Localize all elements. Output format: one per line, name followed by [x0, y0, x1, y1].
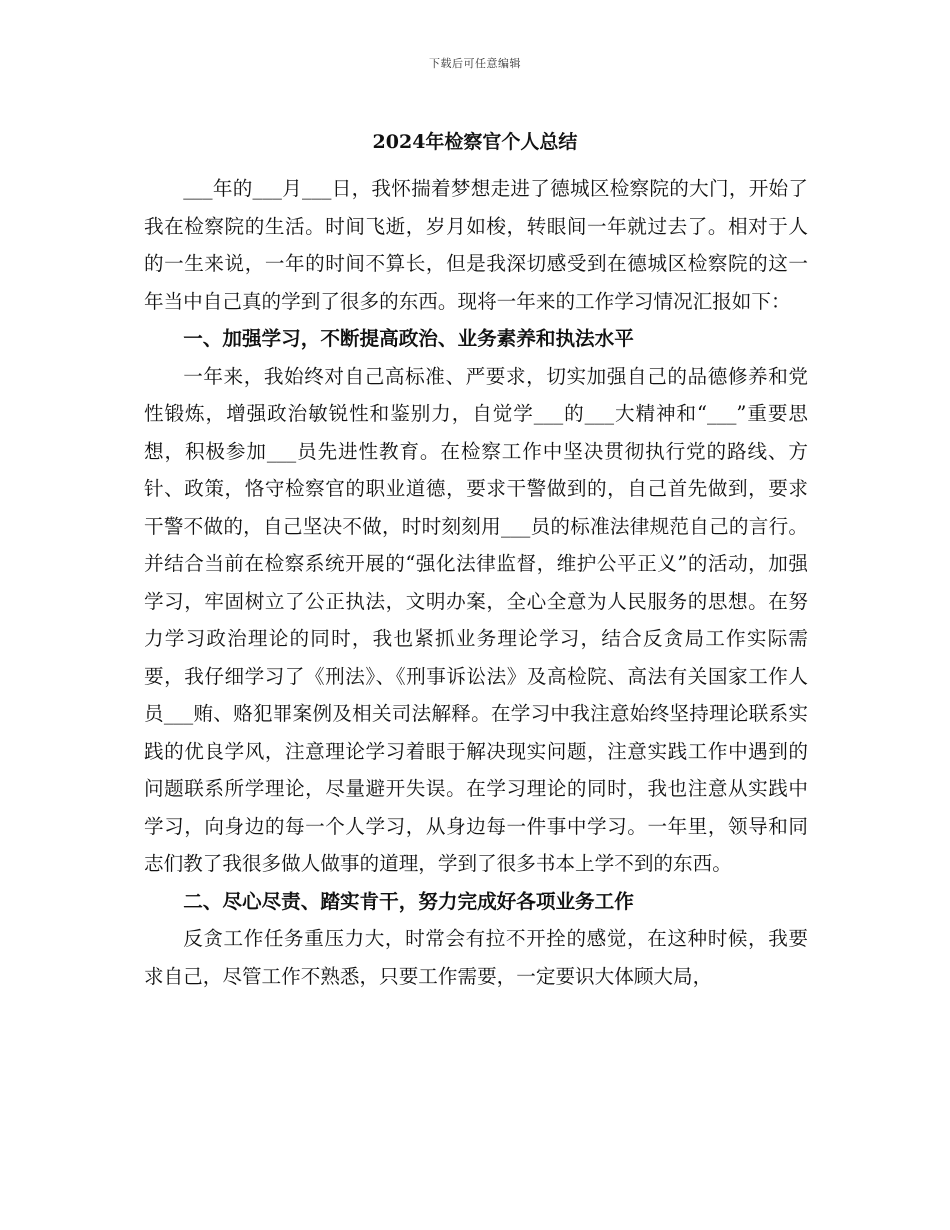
section-2-paragraph: 反贪工作任务重压力大，时常会有拉不开拴的感觉，在这种时候，我要求自己，尽管工作不熟悉，只要工作需要，一定要识大体顾大局，: [144, 927, 808, 988]
document-body: [144, 170, 808, 995]
intro-paragraph: ___年的___月___日，我怀揣着梦想走进了德城区检察院的大门，开始了我在检察院的生活。时间飞逝，岁月如梭，转眼间一年就过去了。相对于人的一生来说，一年的时间不算长，但是我深切感受到在德城区检察院的这一年当中自己真的学到了很多的东西。现将一年来的工作学习情况汇报如下：: [144, 177, 808, 313]
section-1-paragraph: 一年来，我始终对自己高标准、严要求，切实加强自己的品德修养和党性锻炼，增强政治敏锐性和鉴别力，自觉学___的___大精神和“___”重要思想，积极参加___员先进性教育。在检察工作中坚决贯彻执行党的路线、方针、政策，恪守检察官的职业道德，要求干警做到的，自己首先做到，要求干警不做的，自己坚决不做，时时刻刻用___员的标准法律规范自己的言行。并结合当前在检察系统开展的“强化法律监督，维护公平正义”的活动，加强学习，牢固树立了公正执法，文明办案，全心全意为人民服务的思想。在努力学习政治理论的同时，我也紧抓业务理论学习，结合反贪局工作实际需要，我仔细学习了《刑法》、《刑事诉讼法》及高检院、高法有关国家工作人员___贿、赂犯罪案例及相关司法解释。在学习中我注意始终坚持理论联系实践的优良学风，注意理论学习着眼于解决现实问题，注意实践工作中遇到的问题联系所学理论，尽量避开失误。在学习理论的同时，我也注意从实践中学习，向身边的每一个人学习，从身边每一件事中学习。一年里，领导和同志们教了我很多做人做事的道理，学到了很多书本上学不到的东西。: [144, 364, 808, 875]
document-title: 2024年检察官个人总结: [372, 131, 578, 153]
header-note: 下载后可任意编辑: [429, 57, 521, 70]
section-2-heading: 二、尽心尽责、踏实肯干，努力完成好各项业务工作: [183, 889, 634, 913]
section-1-heading: 一、加强学习，不断提高政治、业务素养和执法水平: [183, 327, 634, 350]
